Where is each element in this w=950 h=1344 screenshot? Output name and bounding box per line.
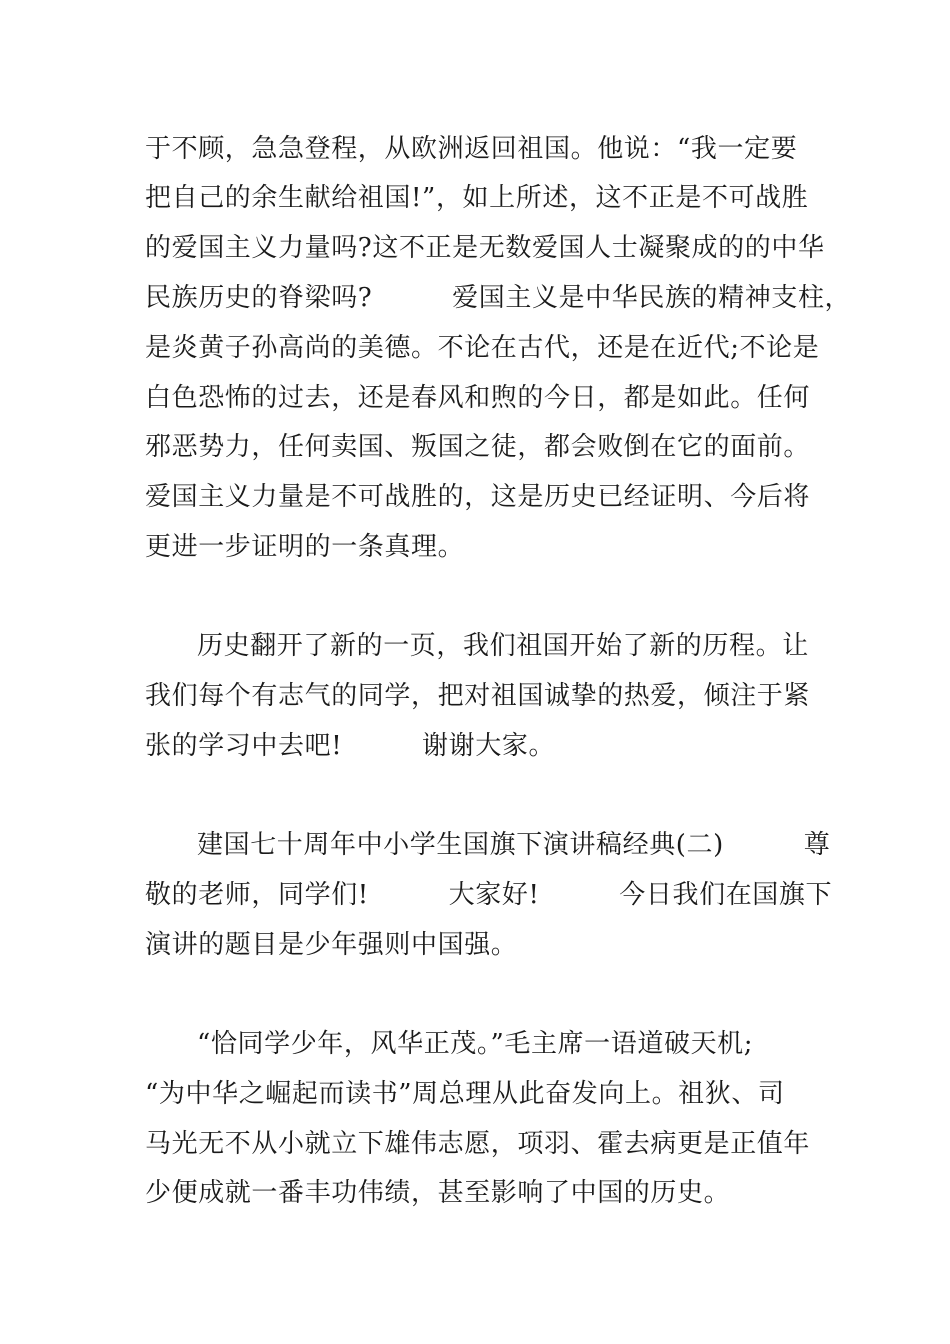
paragraph-1-line-2: 把自己的余生献给祖国!”，如上所述，这不正是不可战胜	[145, 183, 809, 213]
paragraph-3-line-3: 演讲的题目是少年强则中国强。	[145, 930, 518, 960]
paragraph-2-line-2: 我们每个有志气的同学，把对祖国诚挚的热爱，倾注于紧	[145, 681, 811, 711]
paragraph-2-line-3: 张的学习中去吧! 谢谢大家。	[145, 731, 556, 761]
paragraph-4-line-4: 少便成就一番丰功伟绩，甚至影响了中国的历史。	[145, 1178, 731, 1208]
paragraph-4-line-3: 马光无不从小就立下雄伟志愿，项羽、霍去病更是正值年	[145, 1129, 811, 1159]
paragraph-2-line-1: 历史翻开了新的一页，我们祖国开始了新的历程。让	[197, 631, 809, 661]
paragraph-1-line-5: 是炎黄子孙高尚的美德。不论在古代，还是在近代;不论是	[145, 333, 820, 363]
paragraph-1-line-4: 民族历史的脊梁吗? 爱国主义是中华民族的精神支柱，	[145, 283, 852, 313]
paragraph-4-line-1: “恰同学少年，风华正茂。”毛主席一语道破天机;	[197, 1029, 754, 1059]
paragraph-3-line-1: 建国七十周年中小学生国旗下演讲稿经典(二) 尊	[197, 830, 831, 860]
paragraph-4-line-2: “为中华之崛起而读书”周总理从此奋发向上。祖狄、司	[145, 1079, 785, 1109]
paragraph-1-line-9: 更进一步证明的一条真理。	[145, 532, 465, 562]
paragraph-1-line-6: 白色恐怖的过去，还是春风和煦的今日，都是如此。任何	[145, 383, 811, 413]
paragraph-1-line-3: 的爱国主义力量吗?这不正是无数爱国人士凝聚成的的中华	[145, 233, 825, 263]
paragraph-1-line-8: 爱国主义力量是不可战胜的，这是历史已经证明、今后将	[145, 482, 811, 512]
paragraph-3-line-2: 敬的老师，同学们! 大家好! 今日我们在国旗下	[145, 880, 833, 910]
paragraph-1-line-1: 于不顾，急急登程，从欧洲返回祖国。他说：“我一定要	[145, 134, 798, 164]
paragraph-1-line-7: 邪恶势力，任何卖国、叛国之徒，都会败倒在它的面前。	[145, 432, 811, 462]
